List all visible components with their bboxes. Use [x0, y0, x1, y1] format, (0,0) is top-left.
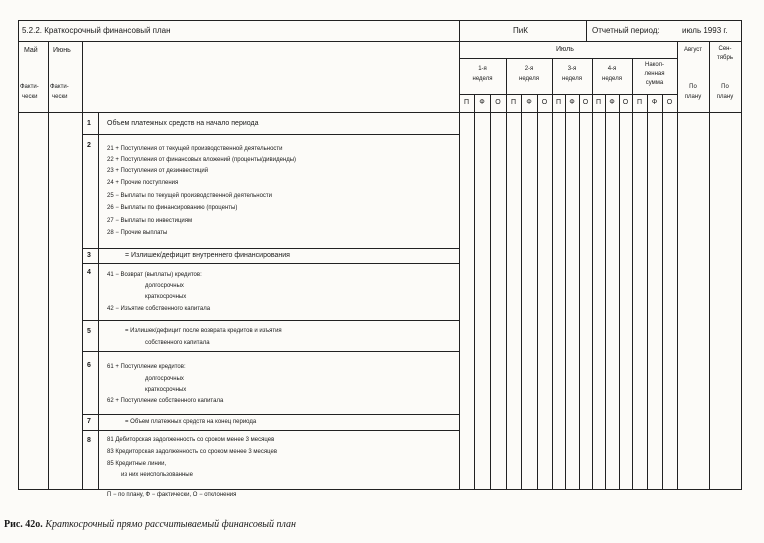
- col-sep-week: [592, 58, 593, 489]
- cumulative-c: сумма: [645, 80, 664, 86]
- september-plan-a: По: [721, 84, 729, 90]
- row-2-line: 28 − Прочие выплаты: [107, 230, 168, 236]
- row-2-line: 24 + Прочие поступления: [107, 180, 179, 186]
- row-3-text: = Излишек/дефицит внутреннего финансирования: [125, 252, 290, 259]
- row-1-number: 1: [87, 120, 91, 127]
- week1-a: 1-я: [478, 66, 487, 72]
- sub-dev: О: [495, 99, 501, 106]
- col-sep-week: [506, 58, 507, 489]
- row-2-number: 2: [87, 142, 91, 149]
- col-sep-sub: [662, 94, 663, 489]
- org-name: ПиК: [513, 26, 528, 35]
- september-plan-b: плану: [716, 94, 734, 100]
- row-sep: [82, 414, 460, 415]
- table-right-border: [741, 20, 742, 489]
- sub-dev: О: [582, 99, 589, 106]
- august-plan-b: плану: [684, 94, 702, 100]
- sub-dev: О: [622, 99, 629, 106]
- june-fact-b: чески: [52, 94, 68, 100]
- sub-plan: П: [463, 99, 470, 106]
- july-header: Июль: [556, 46, 574, 53]
- week2-a: 2-я: [524, 66, 534, 72]
- col-sep-sub: [647, 94, 648, 489]
- row-6-line: 62 + Поступление собственного капитала: [107, 398, 224, 404]
- col-sep-sub: [490, 94, 491, 489]
- sub-fact: Ф: [609, 99, 615, 106]
- july-subheader-line: [459, 58, 677, 59]
- sub-fact: Ф: [479, 99, 485, 106]
- row-6-number: 6: [87, 362, 91, 369]
- col-sep-label-data: [459, 20, 460, 489]
- september-a: Сен-: [718, 46, 732, 52]
- row-2-line: 25 − Выплаты по текущей производственной деятельности: [107, 193, 273, 199]
- row-sep: [82, 263, 460, 264]
- may-fact-b: чески: [22, 94, 38, 100]
- row-8-line: 85 Кредитные линии,: [107, 461, 167, 467]
- plan-title: 5.2.2. Краткосрочный финансовый план: [22, 26, 171, 35]
- sub-plan: П: [555, 99, 562, 106]
- row-4-line: 42 − Изъятие собственного капитала: [107, 306, 211, 312]
- row-1-text: Объем платежных средств на начало периода: [107, 120, 259, 127]
- col-sep-sub: [605, 94, 606, 489]
- sub-fact: Ф: [569, 99, 575, 106]
- table-top-border: [18, 20, 742, 21]
- figure-caption-text: Краткосрочный прямо рассчитываемый финансовый план: [45, 519, 296, 530]
- col-sep-may-june: [48, 41, 49, 489]
- week4-b: неделя: [602, 76, 622, 82]
- col-sep-week: [632, 58, 633, 489]
- row-sep: [82, 320, 460, 321]
- sub-dev: О: [666, 99, 673, 106]
- cumulative-b: ленная: [644, 71, 665, 77]
- col-sep-sub: [579, 94, 580, 489]
- figure-caption-label: Рис. 42о.: [4, 519, 43, 530]
- figure-caption: [4, 520, 296, 530]
- row-sep: [82, 248, 460, 249]
- header-bottom-line: [18, 112, 742, 113]
- august-plan-a: По: [689, 84, 697, 90]
- table-bottom-border: [18, 489, 742, 490]
- august-header: Август: [683, 47, 703, 53]
- row-8-line: 81 Дебиторская задолженность со сроком менее 3 месяцев: [107, 437, 275, 443]
- row-5-number: 5: [87, 328, 91, 335]
- col-sep-sub: [474, 94, 475, 489]
- table-left-border: [18, 20, 19, 489]
- col-sep-num: [98, 112, 99, 489]
- week4-a: 4-я: [607, 66, 617, 72]
- row-8-line: из них неиспользованные: [121, 472, 193, 478]
- row-3-number: 3: [87, 252, 91, 259]
- sub-fact: Ф: [526, 99, 532, 106]
- row-4-number: 4: [87, 269, 91, 276]
- col-sep-week: [552, 58, 553, 489]
- sub-plan: П: [510, 99, 517, 106]
- june-header: Июнь: [53, 47, 71, 54]
- row-2-line: 23 + Поступления от дезинвестиций: [107, 168, 209, 174]
- sub-plan: П: [636, 99, 643, 106]
- sub-dev: О: [541, 99, 548, 106]
- week2-b: неделя: [519, 76, 539, 82]
- row-7-number: 7: [87, 418, 91, 425]
- row-4-line: краткосрочных: [145, 294, 187, 300]
- week1-b: неделя: [472, 76, 493, 82]
- row-sep: [82, 351, 460, 352]
- row-2-line: 27 − Выплаты по инвестициям: [107, 218, 193, 224]
- row-7-text: = Объем платежных средств на конец периода: [125, 419, 257, 425]
- row-6-line: 61 + Поступление кредитов:: [107, 364, 186, 370]
- september-b: тябрь: [717, 55, 733, 61]
- header-line: [18, 41, 742, 42]
- row-6-line: краткосрочных: [145, 387, 187, 393]
- col-sep-aug: [677, 41, 678, 489]
- col-sep-sep: [709, 41, 710, 489]
- june-fact-a: Факти-: [50, 84, 69, 90]
- row-2-line: 26 − Выплаты по финансированию (проценты): [107, 205, 238, 211]
- period-value: июль 1993 г.: [682, 26, 728, 35]
- week3-b: неделя: [562, 76, 582, 82]
- row-8-line: 83 Кредиторская задолженность со сроком менее 3 месяцев: [107, 449, 278, 455]
- col-sep-org-period: [586, 20, 587, 41]
- col-sep-sub: [619, 94, 620, 489]
- row-2-line: 22 + Поступления от финансовых вложений (проценты/дивиденды): [107, 157, 297, 163]
- row-sep: [82, 134, 460, 135]
- row-6-line: долгосрочных: [145, 376, 184, 382]
- may-fact-a: Факти-: [20, 84, 39, 90]
- row-sep: [82, 430, 460, 431]
- col-sep-sub: [565, 94, 566, 489]
- row-5-line-1: = Излишек/дефицит после возврата кредитов и изъятия: [125, 328, 282, 334]
- legend: П − по плану, Ф − фактически, О − отклонения: [107, 492, 237, 498]
- may-header: Май: [24, 47, 38, 54]
- period-label: Отчетный период:: [592, 26, 660, 35]
- sub-fact: Ф: [651, 99, 658, 106]
- week-subheader-line: [459, 94, 677, 95]
- row-4-line: долгосрочных: [145, 283, 184, 289]
- row-4-line: 41 − Возврат (выплаты) кредитов:: [107, 272, 202, 278]
- col-sep-sub: [521, 94, 522, 489]
- col-sep-june-label: [82, 41, 83, 489]
- row-2-line: 21 + Поступления от текущей производственной деятельности: [107, 146, 283, 152]
- row-8-number: 8: [87, 437, 91, 444]
- sub-plan: П: [595, 99, 602, 106]
- cumulative-a: Накоп-: [645, 62, 664, 68]
- row-5-line-2: собственного капитала: [145, 340, 210, 346]
- week3-a: 3-я: [567, 66, 577, 72]
- col-sep-sub: [537, 94, 538, 489]
